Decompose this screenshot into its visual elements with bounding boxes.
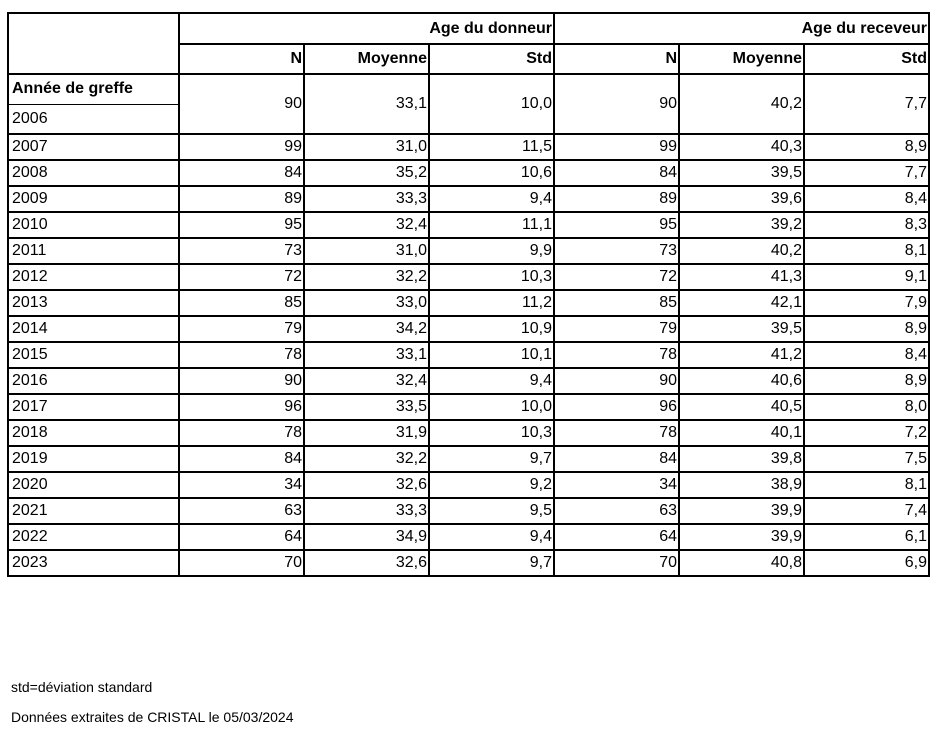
cell-receveur-n: 79	[554, 316, 679, 342]
cell-receveur-std: 8,9	[804, 368, 929, 394]
header-group-row	[8, 13, 929, 44]
table-header	[8, 13, 929, 74]
cell-receveur-std: 7,5	[804, 446, 929, 472]
table-row	[8, 290, 929, 316]
table-row	[8, 134, 929, 160]
cell-receveur-moyenne: 39,9	[679, 524, 804, 550]
cell-receveur-n: 89	[554, 186, 679, 212]
cell-receveur-n: 78	[554, 420, 679, 446]
table-body	[8, 74, 929, 576]
row-label-header: Année de greffe	[8, 74, 179, 104]
cell-year: 2012	[8, 264, 179, 290]
cell-year: 2006	[8, 104, 179, 134]
cell-donneur-n: 89	[179, 186, 304, 212]
cell-donneur-std: 9,4	[429, 524, 554, 550]
cell-donneur-moyenne: 32,4	[304, 212, 429, 238]
cell-receveur-std: 8,9	[804, 316, 929, 342]
cell-receveur-std: 7,7	[804, 74, 929, 134]
cell-donneur-n: 85	[179, 290, 304, 316]
cell-year: 2019	[8, 446, 179, 472]
cell-receveur-n: 84	[554, 446, 679, 472]
cell-donneur-moyenne: 34,2	[304, 316, 429, 342]
cell-year: 2018	[8, 420, 179, 446]
cell-donneur-n: 73	[179, 238, 304, 264]
cell-donneur-n: 90	[179, 368, 304, 394]
cell-receveur-n: 64	[554, 524, 679, 550]
cell-receveur-n: 95	[554, 212, 679, 238]
cell-donneur-std: 10,1	[429, 342, 554, 368]
cell-receveur-moyenne: 40,5	[679, 394, 804, 420]
table-row	[8, 160, 929, 186]
cell-donneur-std: 9,4	[429, 368, 554, 394]
cell-receveur-moyenne: 41,2	[679, 342, 804, 368]
cell-receveur-moyenne: 39,5	[679, 316, 804, 342]
col-receveur-moyenne: Moyenne	[679, 44, 804, 74]
cell-receveur-moyenne: 38,9	[679, 472, 804, 498]
table-row	[8, 264, 929, 290]
cell-receveur-n: 99	[554, 134, 679, 160]
cell-donneur-moyenne: 31,9	[304, 420, 429, 446]
cell-donneur-moyenne: 32,2	[304, 446, 429, 472]
table-row	[8, 394, 929, 420]
cell-receveur-n: 63	[554, 498, 679, 524]
cell-year: 2013	[8, 290, 179, 316]
cell-receveur-n: 70	[554, 550, 679, 576]
table-row	[8, 316, 929, 342]
table-row	[8, 420, 929, 446]
table-row	[8, 342, 929, 368]
cell-donneur-n: 99	[179, 134, 304, 160]
cell-donneur-moyenne: 32,6	[304, 550, 429, 576]
col-receveur-n: N	[554, 44, 679, 74]
col-donneur-n: N	[179, 44, 304, 74]
cell-receveur-moyenne: 40,2	[679, 74, 804, 134]
table-row	[8, 368, 929, 394]
cell-donneur-n: 96	[179, 394, 304, 420]
cell-donneur-n: 79	[179, 316, 304, 342]
cell-receveur-moyenne: 40,2	[679, 238, 804, 264]
cell-year: 2007	[8, 134, 179, 160]
cell-donneur-moyenne: 33,0	[304, 290, 429, 316]
cell-receveur-n: 84	[554, 160, 679, 186]
cell-donneur-std: 10,3	[429, 420, 554, 446]
cell-donneur-moyenne: 31,0	[304, 238, 429, 264]
cell-receveur-moyenne: 40,8	[679, 550, 804, 576]
cell-receveur-moyenne: 41,3	[679, 264, 804, 290]
table-row	[8, 212, 929, 238]
cell-donneur-n: 84	[179, 446, 304, 472]
cell-donneur-n: 64	[179, 524, 304, 550]
cell-receveur-std: 8,1	[804, 472, 929, 498]
cell-donneur-moyenne: 32,2	[304, 264, 429, 290]
cell-receveur-std: 6,9	[804, 550, 929, 576]
cell-year: 2008	[8, 160, 179, 186]
cell-year: 2015	[8, 342, 179, 368]
cell-year: 2020	[8, 472, 179, 498]
cell-donneur-moyenne: 33,5	[304, 394, 429, 420]
cell-donneur-moyenne: 33,3	[304, 186, 429, 212]
cell-donneur-moyenne: 32,4	[304, 368, 429, 394]
cell-donneur-std: 9,5	[429, 498, 554, 524]
cell-receveur-std: 7,7	[804, 160, 929, 186]
cell-donneur-n: 34	[179, 472, 304, 498]
cell-donneur-n: 78	[179, 342, 304, 368]
table-row	[8, 238, 929, 264]
cell-year: 2010	[8, 212, 179, 238]
cell-receveur-n: 34	[554, 472, 679, 498]
table-row	[8, 186, 929, 212]
cell-receveur-moyenne: 39,8	[679, 446, 804, 472]
cell-receveur-n: 85	[554, 290, 679, 316]
cell-receveur-moyenne: 39,2	[679, 212, 804, 238]
cell-year: 2009	[8, 186, 179, 212]
cell-receveur-std: 8,4	[804, 186, 929, 212]
cell-donneur-std: 10,0	[429, 74, 554, 134]
cell-donneur-moyenne: 32,6	[304, 472, 429, 498]
cell-receveur-n: 90	[554, 74, 679, 134]
source-footnote: Données extraites de CRISTAL le 05/03/2024	[11, 709, 294, 725]
age-table	[7, 12, 930, 577]
cell-receveur-std: 8,1	[804, 238, 929, 264]
col-donneur-moyenne: Moyenne	[304, 44, 429, 74]
cell-donneur-moyenne: 31,0	[304, 134, 429, 160]
cell-donneur-moyenne: 34,9	[304, 524, 429, 550]
cell-receveur-moyenne: 39,9	[679, 498, 804, 524]
cell-donneur-moyenne: 33,1	[304, 342, 429, 368]
cell-donneur-n: 95	[179, 212, 304, 238]
cell-receveur-moyenne: 40,3	[679, 134, 804, 160]
cell-donneur-n: 70	[179, 550, 304, 576]
cell-donneur-moyenne: 35,2	[304, 160, 429, 186]
cell-year: 2023	[8, 550, 179, 576]
cell-donneur-moyenne: 33,3	[304, 498, 429, 524]
group-donneur-header: Age du donneur	[179, 13, 554, 44]
cell-receveur-std: 7,9	[804, 290, 929, 316]
cell-donneur-moyenne: 33,1	[304, 74, 429, 134]
cell-donneur-std: 11,1	[429, 212, 554, 238]
cell-donneur-n: 63	[179, 498, 304, 524]
cell-year: 2022	[8, 524, 179, 550]
cell-donneur-std: 9,7	[429, 446, 554, 472]
cell-donneur-std: 9,4	[429, 186, 554, 212]
cell-receveur-moyenne: 39,5	[679, 160, 804, 186]
cell-receveur-n: 96	[554, 394, 679, 420]
cell-donneur-std: 11,5	[429, 134, 554, 160]
cell-donneur-std: 10,6	[429, 160, 554, 186]
corner-cell	[8, 13, 179, 74]
cell-donneur-std: 9,7	[429, 550, 554, 576]
cell-receveur-moyenne: 39,6	[679, 186, 804, 212]
cell-receveur-n: 78	[554, 342, 679, 368]
table-row-label	[8, 74, 929, 104]
cell-receveur-moyenne: 42,1	[679, 290, 804, 316]
cell-year: 2016	[8, 368, 179, 394]
cell-donneur-std: 10,0	[429, 394, 554, 420]
cell-year: 2014	[8, 316, 179, 342]
cell-donneur-n: 90	[179, 74, 304, 134]
cell-receveur-n: 72	[554, 264, 679, 290]
table-row	[8, 446, 929, 472]
table-row	[8, 550, 929, 576]
cell-receveur-std: 8,0	[804, 394, 929, 420]
col-receveur-std: Std	[804, 44, 929, 74]
cell-year: 2011	[8, 238, 179, 264]
col-donneur-std: Std	[429, 44, 554, 74]
cell-donneur-std: 9,9	[429, 238, 554, 264]
cell-receveur-n: 73	[554, 238, 679, 264]
cell-donneur-std: 10,3	[429, 264, 554, 290]
cell-donneur-std: 11,2	[429, 290, 554, 316]
table-row	[8, 472, 929, 498]
cell-receveur-n: 90	[554, 368, 679, 394]
cell-receveur-std: 8,3	[804, 212, 929, 238]
cell-donneur-std: 9,2	[429, 472, 554, 498]
group-receveur-header: Age du receveur	[554, 13, 929, 44]
cell-donneur-n: 78	[179, 420, 304, 446]
cell-receveur-std: 6,1	[804, 524, 929, 550]
cell-receveur-std: 9,1	[804, 264, 929, 290]
cell-donneur-n: 84	[179, 160, 304, 186]
cell-donneur-n: 72	[179, 264, 304, 290]
cell-donneur-std: 10,9	[429, 316, 554, 342]
cell-year: 2017	[8, 394, 179, 420]
cell-receveur-std: 7,2	[804, 420, 929, 446]
cell-receveur-std: 8,9	[804, 134, 929, 160]
cell-receveur-std: 7,4	[804, 498, 929, 524]
table-row	[8, 524, 929, 550]
table-row	[8, 498, 929, 524]
std-footnote: std=déviation standard	[11, 679, 153, 695]
cell-receveur-moyenne: 40,6	[679, 368, 804, 394]
cell-receveur-std: 8,4	[804, 342, 929, 368]
cell-year: 2021	[8, 498, 179, 524]
cell-receveur-moyenne: 40,1	[679, 420, 804, 446]
